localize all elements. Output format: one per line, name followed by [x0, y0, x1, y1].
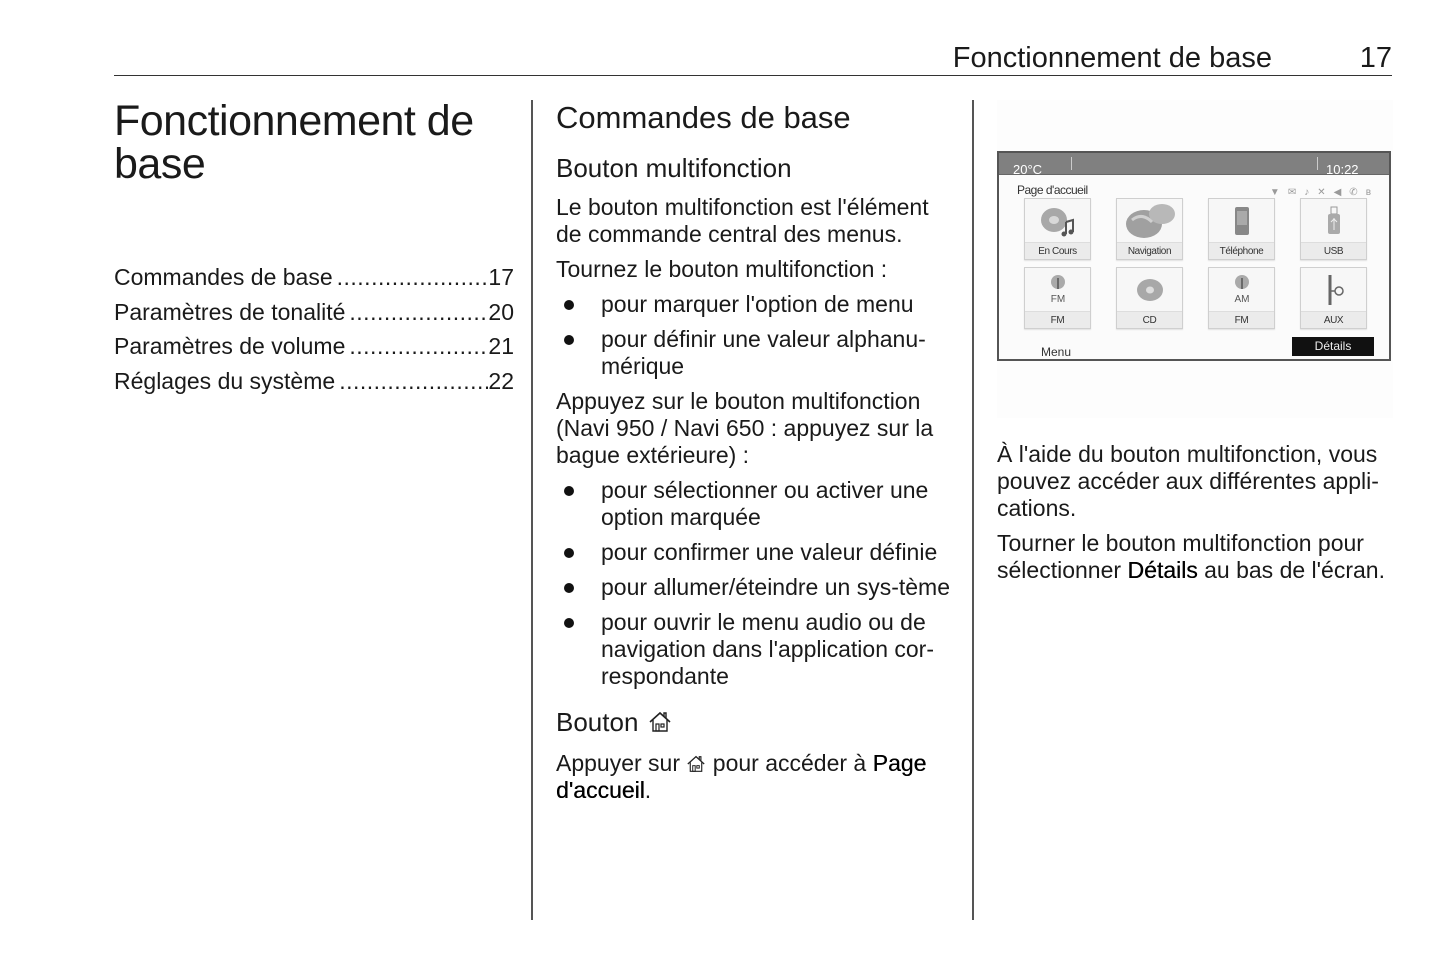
app-tile-cd[interactable] [1116, 267, 1183, 329]
toc-page: 17 [488, 264, 514, 290]
toc-leader [345, 329, 488, 364]
bullet-icon [564, 486, 574, 496]
bluetooth-audio-icon: ♪ [1304, 187, 1310, 198]
subsection-heading: Bouton multifonction [556, 153, 792, 183]
list-item [556, 291, 956, 318]
toc-entry[interactable] [114, 364, 514, 399]
fm-radio-icon [1025, 272, 1090, 308]
chapter-column [114, 97, 514, 398]
paragraph: Tournez le bouton multifonction : [556, 256, 888, 282]
tile-label: Navigation [1117, 242, 1182, 259]
app-tile-navigation[interactable] [1116, 198, 1183, 260]
paragraph: À l'aide du bouton multifonction, vous pouvez accéder aux différentes appli-cations. [997, 441, 1379, 521]
tile-label: Téléphone [1209, 242, 1274, 259]
list-item-text: pour confirmer une valeur définie [601, 539, 938, 565]
signal-icon: ▼ [1269, 187, 1280, 198]
usb-stick-icon [1301, 203, 1366, 239]
chapter-title-line: Fonctionnement de [114, 97, 474, 145]
list-item [556, 326, 956, 380]
navigation-globe-icon [1117, 203, 1182, 239]
page-number: 17 [1359, 42, 1392, 74]
list-item [556, 574, 956, 601]
tile-label: En Cours [1025, 242, 1090, 259]
status-bar [999, 153, 1389, 175]
bullet-icon [564, 583, 574, 593]
running-title: Fonctionnement de base [952, 42, 1272, 74]
tile-label: AUX [1301, 311, 1366, 328]
toc-label: Commandes de base [114, 264, 333, 290]
cd-icon [1117, 272, 1182, 308]
bullet-icon [564, 335, 574, 345]
app-tile-am[interactable] [1208, 267, 1275, 329]
phone-icon: ✆ [1349, 187, 1358, 198]
bullet-icon [564, 300, 574, 310]
phone-handset-icon [1209, 203, 1274, 239]
now-playing-icon [1025, 203, 1090, 239]
toc-page: 20 [488, 298, 514, 325]
head-unit-screenshot [997, 100, 1393, 418]
tile-label: FM [1209, 311, 1274, 328]
table-of-contents [114, 260, 514, 398]
text: pour accéder à [712, 750, 867, 776]
list-item [556, 477, 956, 531]
figure-column [997, 100, 1393, 592]
list-item-text: pour sélectionner ou activer une option marquée [601, 477, 929, 530]
toc-entry[interactable] [114, 329, 514, 364]
bullet-list [556, 291, 956, 380]
chapter-title-line: base [114, 140, 206, 188]
paragraph [997, 530, 1393, 584]
toc-leader [333, 260, 489, 295]
subsection-heading [556, 706, 956, 738]
divider [1317, 157, 1318, 170]
screen-title: Page d'accueil [1017, 183, 1088, 197]
svg-text:AM: AM [1234, 294, 1249, 305]
toc-label: Paramètres de volume [114, 333, 346, 359]
temperature: 20°C [1013, 162, 1043, 177]
emphasis-text: Page d'accueil [556, 750, 927, 803]
list-item-text: pour marquer l'option de menu [601, 291, 914, 317]
app-tile-usb[interactable] [1300, 198, 1367, 260]
toc-leader [345, 295, 488, 330]
am-radio-icon [1209, 272, 1274, 308]
toc-page: 21 [488, 333, 514, 359]
app-grid [1024, 198, 1367, 329]
home-icon [686, 755, 706, 773]
toc-page: 22 [488, 367, 514, 394]
toc-entry[interactable] [114, 295, 514, 330]
svg-text:FM: FM [1050, 294, 1065, 305]
chapter-title [114, 97, 514, 188]
text: Tourner le bouton multifonction pour sélectionner [997, 530, 1364, 583]
text: . [644, 777, 652, 803]
list-item-text: pour allumer/éteindre un sys-tème [601, 574, 950, 600]
head-unit-screen [997, 151, 1391, 361]
bullet-icon [564, 618, 574, 628]
toc-leader [335, 364, 488, 399]
aux-jack-icon [1301, 272, 1366, 308]
content-column [556, 100, 956, 812]
tile-label: CD [1117, 311, 1182, 328]
heading-text: Bouton [556, 707, 639, 737]
toc-label: Paramètres de tonalité [114, 298, 346, 325]
bluetooth-icon: ʙ [1365, 187, 1371, 198]
list-item [556, 539, 956, 566]
paragraph: Le bouton multifonction est l'élément de commande central des menus. [556, 194, 929, 247]
list-item [556, 609, 956, 690]
figure-description [997, 441, 1393, 584]
toc-label: Réglages du système [114, 367, 336, 394]
divider [1071, 157, 1072, 170]
list-item-text: pour définir une valeur alphanu-mérique [601, 326, 926, 379]
home-icon [648, 711, 672, 733]
paragraph: Appuyez sur le bouton multifonction (Navi 950 / Navi 650 : appuyez sur la bague extérieure) : [556, 388, 934, 468]
paragraph [556, 750, 956, 804]
toc-entry[interactable] [114, 260, 514, 295]
app-tile-aux[interactable] [1300, 267, 1367, 329]
column-divider [531, 100, 533, 920]
list-item-text: pour ouvrir le menu audio ou de navigation dans l'application cor-respondante [601, 609, 934, 689]
clock: 10:22 [1326, 162, 1359, 177]
app-tile-telephone[interactable] [1208, 198, 1275, 260]
bullet-icon [564, 548, 574, 558]
text: Appuyer sur [556, 750, 681, 776]
text: au bas de l'écran. [1204, 557, 1385, 583]
app-tile-en-cours[interactable] [1024, 198, 1091, 260]
tile-label: FM [1025, 311, 1090, 328]
section-title: Commandes de base [556, 100, 851, 135]
tile-label: USB [1301, 242, 1366, 259]
menu-button[interactable]: Menu [1041, 345, 1072, 359]
shuffle-icon: ✕ [1317, 187, 1326, 198]
details-button[interactable]: Détails [1292, 337, 1374, 356]
app-tile-fm[interactable] [1024, 267, 1091, 329]
emphasis-text: Détails [1127, 557, 1198, 583]
bullet-list [556, 477, 956, 690]
running-header [114, 40, 1392, 76]
message-icon: ✉ [1287, 187, 1297, 198]
column-divider [972, 100, 974, 920]
mute-icon: ◀ [1333, 187, 1342, 198]
